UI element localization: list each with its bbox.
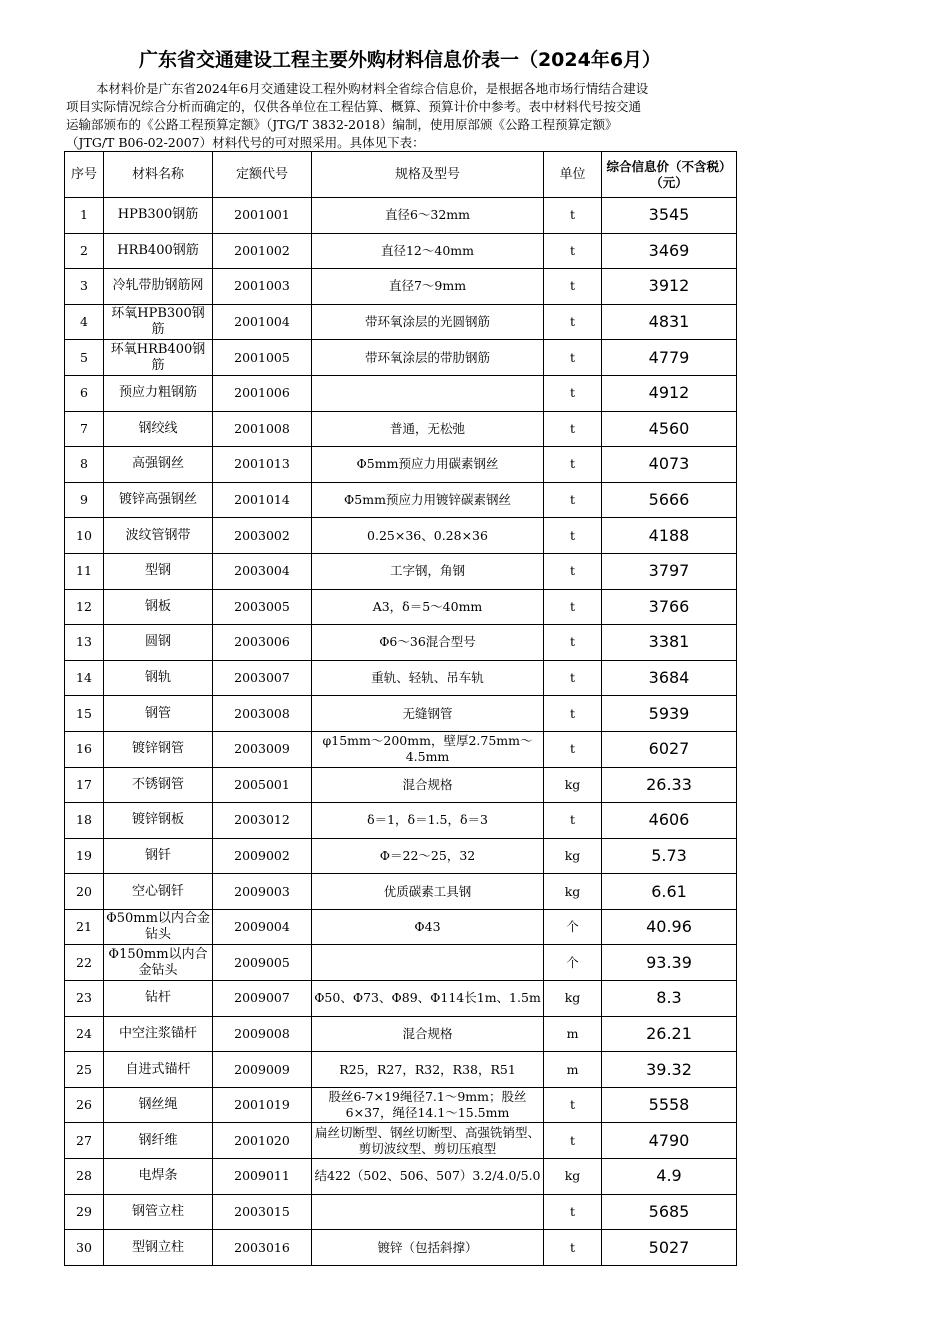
price-table [64,151,737,1266]
cell-price: 5939 [602,696,737,732]
cell-specification: 重轨、轻轨、吊车轨 [312,660,544,696]
table-row [65,411,737,447]
table-row [65,945,737,981]
cell-price: 4912 [602,375,737,411]
cell-price: 6027 [602,731,737,767]
cell-quota-code: 2001013 [213,447,312,483]
cell-material-name: 钢丝绳 [104,1087,213,1123]
cell-specification: 工字钢，角钢 [312,553,544,589]
cell-quota-code: 2001002 [213,233,312,269]
cell-index: 24 [65,1016,104,1052]
cell-material-name: 中空注浆锚杆 [104,1016,213,1052]
cell-quota-code: 2001008 [213,411,312,447]
intro-line: 运输部颁布的《公路工程预算定额》（JTG/T 3832-2018）编制，使用原部颁《公路工程预算定额》 [66,117,618,132]
cell-specification: 直径12～40mm [312,233,544,269]
cell-unit: t [544,233,602,269]
cell-price: 4560 [602,411,737,447]
cell-unit: t [544,411,602,447]
table-row [65,1194,737,1230]
cell-price: 93.39 [602,945,737,981]
cell-unit: t [544,731,602,767]
cell-index: 26 [65,1087,104,1123]
cell-unit: t [544,269,602,305]
cell-unit: kg [544,981,602,1017]
cell-price: 4779 [602,340,737,376]
cell-price: 26.33 [602,767,737,803]
cell-unit: t [544,625,602,661]
cell-quota-code: 2009004 [213,909,312,945]
table-row [65,803,737,839]
cell-price: 3797 [602,553,737,589]
cell-specification: Φ43 [312,909,544,945]
cell-material-name: 镀锌钢管 [104,731,213,767]
cell-unit: kg [544,838,602,874]
table-row [65,447,737,483]
cell-index: 16 [65,731,104,767]
cell-specification: Φ5mm预应力用碳素钢丝 [312,447,544,483]
cell-price: 4188 [602,518,737,554]
cell-quota-code: 2001019 [213,1087,312,1123]
cell-specification: 直径7～9mm [312,269,544,305]
cell-quota-code: 2001001 [213,198,312,234]
page-title: 广东省交通建设工程主要外购材料信息价表一（2024年6月） [138,49,662,71]
table-row [65,233,737,269]
cell-index: 28 [65,1159,104,1195]
header-quota-code: 定额代号 [213,152,312,198]
table-row [65,1230,737,1266]
cell-material-name: 钢轨 [104,660,213,696]
cell-material-name: 钢管 [104,696,213,732]
cell-quota-code: 2003016 [213,1230,312,1266]
cell-quota-code: 2009009 [213,1052,312,1088]
cell-unit: t [544,482,602,518]
cell-unit: t [544,803,602,839]
cell-index: 3 [65,269,104,305]
table-row [65,696,737,732]
cell-price: 5027 [602,1230,737,1266]
cell-quota-code: 2009005 [213,945,312,981]
cell-material-name: 圆钢 [104,625,213,661]
header-unit: 单位 [544,152,602,198]
cell-material-name: HPB300钢筋 [104,198,213,234]
cell-index: 6 [65,375,104,411]
cell-unit: t [544,375,602,411]
cell-specification: 混合规格 [312,1016,544,1052]
cell-index: 13 [65,625,104,661]
cell-index: 23 [65,981,104,1017]
table-row [65,340,737,376]
cell-price: 26.21 [602,1016,737,1052]
cell-material-name: Φ50mm以内合金钻头 [104,909,213,945]
table-row [65,625,737,661]
cell-specification: Φ5mm预应力用镀锌碳素钢丝 [312,482,544,518]
cell-price: 6.61 [602,874,737,910]
cell-material-name: 镀锌高强钢丝 [104,482,213,518]
table-row [65,874,737,910]
table-row [65,518,737,554]
cell-price: 4073 [602,447,737,483]
cell-index: 8 [65,447,104,483]
table-row [65,1087,737,1123]
cell-unit: kg [544,874,602,910]
cell-index: 1 [65,198,104,234]
cell-material-name: 型钢 [104,553,213,589]
table-row [65,767,737,803]
cell-quota-code: 2003002 [213,518,312,554]
cell-specification [312,375,544,411]
table-row [65,909,737,945]
cell-index: 22 [65,945,104,981]
cell-material-name: 钢钎 [104,838,213,874]
table-row [65,553,737,589]
header-specification: 规格及型号 [312,152,544,198]
cell-unit: 个 [544,945,602,981]
cell-unit: t [544,1087,602,1123]
cell-material-name: 钢绞线 [104,411,213,447]
cell-unit: t [544,660,602,696]
cell-quota-code: 2003008 [213,696,312,732]
table-body [65,198,737,1266]
cell-specification: 带环氧涂层的带肋钢筋 [312,340,544,376]
cell-unit: t [544,304,602,340]
table-header-row [65,152,737,198]
cell-specification: 普通，无松弛 [312,411,544,447]
cell-specification [312,945,544,981]
intro-paragraph [66,80,734,152]
cell-quota-code: 2001004 [213,304,312,340]
cell-quota-code: 2009002 [213,838,312,874]
cell-index: 20 [65,874,104,910]
cell-specification: 优质碳素工具钢 [312,874,544,910]
cell-quota-code: 2001014 [213,482,312,518]
cell-material-name: 波纹管钢带 [104,518,213,554]
table-row [65,981,737,1017]
cell-unit: t [544,447,602,483]
cell-unit: t [544,198,602,234]
cell-unit: t [544,518,602,554]
cell-unit: t [544,340,602,376]
cell-unit: t [544,553,602,589]
cell-specification: 股丝6-7×19绳径7.1～9mm；股丝6×37，绳径14.1～15.5mm [312,1087,544,1123]
cell-unit: t [544,1230,602,1266]
cell-specification: 镀锌（包括斜撑） [312,1230,544,1266]
cell-unit: t [544,696,602,732]
cell-index: 12 [65,589,104,625]
cell-specification: 扁丝切断型、钢丝切断型、高强铣销型、剪切波纹型、剪切压痕型 [312,1123,544,1159]
cell-price: 3912 [602,269,737,305]
cell-index: 29 [65,1194,104,1230]
cell-specification: φ15mm～200mm，壁厚2.75mm～4.5mm [312,731,544,767]
cell-price: 4790 [602,1123,737,1159]
cell-price: 3469 [602,233,737,269]
cell-unit: m [544,1016,602,1052]
intro-line: 本材料价是广东省2024年6月交通建设工程外购材料全省综合信息价，是根据各地市场行情结合建设 [96,81,649,96]
cell-material-name: 空心钢钎 [104,874,213,910]
cell-index: 2 [65,233,104,269]
cell-index: 9 [65,482,104,518]
cell-specification: 带环氧涂层的光圆钢筋 [312,304,544,340]
table-row [65,269,737,305]
cell-price: 5.73 [602,838,737,874]
table-row [65,660,737,696]
table-row [65,1123,737,1159]
cell-index: 19 [65,838,104,874]
cell-price: 4606 [602,803,737,839]
cell-specification: Φ50、Φ73、Φ89、Φ114长1m、1.5m [312,981,544,1017]
cell-price: 5685 [602,1194,737,1230]
cell-index: 15 [65,696,104,732]
cell-specification [312,1194,544,1230]
cell-unit: t [544,1194,602,1230]
cell-unit: t [544,589,602,625]
cell-unit: 个 [544,909,602,945]
cell-material-name: 型钢立柱 [104,1230,213,1266]
cell-material-name: 镀锌钢板 [104,803,213,839]
cell-specification: 无缝钢管 [312,696,544,732]
cell-material-name: HRB400钢筋 [104,233,213,269]
cell-material-name: 冷轧带肋钢筋网 [104,269,213,305]
cell-index: 30 [65,1230,104,1266]
cell-quota-code: 2001003 [213,269,312,305]
header-price: 综合信息价（不含税）（元） [602,152,737,198]
cell-material-name: 自进式锚杆 [104,1052,213,1088]
cell-index: 27 [65,1123,104,1159]
cell-index: 21 [65,909,104,945]
cell-unit: kg [544,767,602,803]
cell-specification: 0.25×36、0.28×36 [312,518,544,554]
cell-material-name: 不锈钢管 [104,767,213,803]
cell-specification: Φ6～36混合型号 [312,625,544,661]
cell-price: 3381 [602,625,737,661]
cell-specification: 直径6～32mm [312,198,544,234]
table-row [65,1016,737,1052]
header-index: 序号 [65,152,104,198]
cell-price: 40.96 [602,909,737,945]
table-row [65,1052,737,1088]
cell-index: 11 [65,553,104,589]
cell-price: 3545 [602,198,737,234]
cell-quota-code: 2009007 [213,981,312,1017]
cell-material-name: 钢板 [104,589,213,625]
table-row [65,838,737,874]
table-row [65,731,737,767]
cell-material-name: 电焊条 [104,1159,213,1195]
cell-quota-code: 2003006 [213,625,312,661]
cell-material-name: 钢纤维 [104,1123,213,1159]
cell-price: 3766 [602,589,737,625]
table-row [65,198,737,234]
header-material-name: 材料名称 [104,152,213,198]
cell-material-name: 环氧HRB400钢筋 [104,340,213,376]
cell-quota-code: 2001005 [213,340,312,376]
cell-quota-code: 2001020 [213,1123,312,1159]
cell-index: 5 [65,340,104,376]
cell-quota-code: 2009003 [213,874,312,910]
cell-index: 17 [65,767,104,803]
cell-price: 3684 [602,660,737,696]
cell-quota-code: 2005001 [213,767,312,803]
cell-quota-code: 2009008 [213,1016,312,1052]
table-row [65,589,737,625]
cell-quota-code: 2003012 [213,803,312,839]
table-row [65,375,737,411]
cell-price: 8.3 [602,981,737,1017]
cell-specification: 混合规格 [312,767,544,803]
cell-specification: Φ＝22～25，32 [312,838,544,874]
cell-price: 5666 [602,482,737,518]
cell-material-name: 高强钢丝 [104,447,213,483]
cell-specification: R25，R27，R32，R38，R51 [312,1052,544,1088]
cell-specification: A3，δ＝5～40mm [312,589,544,625]
cell-index: 14 [65,660,104,696]
cell-quota-code: 2009011 [213,1159,312,1195]
cell-index: 7 [65,411,104,447]
table-row [65,1159,737,1195]
cell-material-name: Φ150mm以内合金钻头 [104,945,213,981]
cell-price: 39.32 [602,1052,737,1088]
cell-index: 18 [65,803,104,839]
cell-price: 5558 [602,1087,737,1123]
table-row [65,482,737,518]
cell-quota-code: 2003007 [213,660,312,696]
cell-quota-code: 2003005 [213,589,312,625]
cell-material-name: 预应力粗钢筋 [104,375,213,411]
cell-material-name: 环氧HPB300钢筋 [104,304,213,340]
cell-unit: kg [544,1159,602,1195]
cell-unit: m [544,1052,602,1088]
cell-specification: 结422（502、506、507）3.2/4.0/5.0 [312,1159,544,1195]
cell-index: 4 [65,304,104,340]
cell-index: 10 [65,518,104,554]
cell-material-name: 钢管立柱 [104,1194,213,1230]
cell-unit: t [544,1123,602,1159]
intro-line: （JTG/T B06-02-2007）材料代号的可对照采用。具体见下表： [66,135,425,150]
table-row [65,304,737,340]
cell-quota-code: 2003009 [213,731,312,767]
cell-index: 25 [65,1052,104,1088]
cell-material-name: 钻杆 [104,981,213,1017]
cell-price: 4.9 [602,1159,737,1195]
cell-quota-code: 2003015 [213,1194,312,1230]
cell-quota-code: 2001006 [213,375,312,411]
cell-price: 4831 [602,304,737,340]
intro-line: 项目实际情况综合分析而确定的，仅供各单位在工程估算、概算、预算计价中参考。表中材料代号按交通 [66,99,642,114]
cell-specification: δ＝1，δ＝1.5，δ＝3 [312,803,544,839]
cell-quota-code: 2003004 [213,553,312,589]
